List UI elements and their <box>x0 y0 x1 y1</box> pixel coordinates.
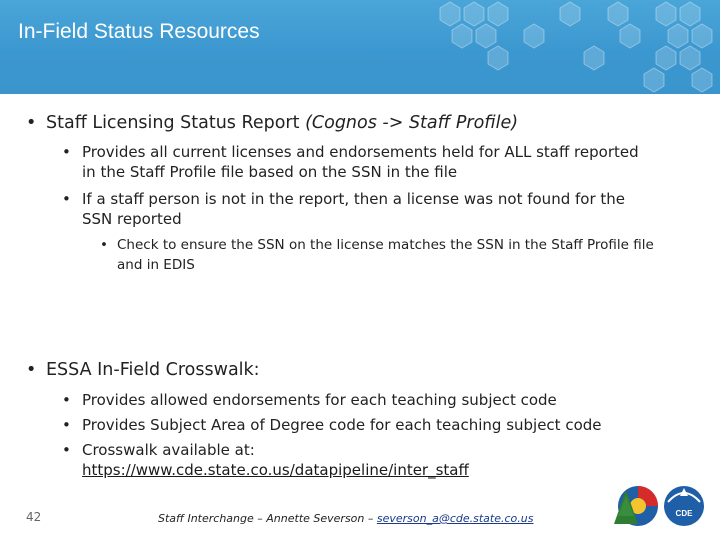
crosswalk-link-container <box>82 460 469 480</box>
section2-heading: ESSA In-Field Crosswalk: <box>46 360 260 380</box>
section1-subbullet-line2: and in EDIS <box>117 257 195 273</box>
crosswalk-link[interactable]: https://www.cde.state.co.us/datapipeline/inter_staff <box>82 461 469 479</box>
colorado-logo-icon <box>614 486 658 526</box>
section2-bullet-3: Crosswalk available at: <box>82 441 255 459</box>
section2-bullet-1: Provides allowed endorsements for each teaching subject code <box>82 391 557 409</box>
section1-heading <box>46 112 518 134</box>
section1-bullet-2-line1: If a staff person is not in the report, then a license was not found for the <box>82 190 625 208</box>
section1-bullet-1-line2: in the Staff Profile file based on the SSN in the file <box>82 163 458 181</box>
section2-bullet-2: Provides Subject Area of Degree code for each teaching subject code <box>82 416 602 434</box>
slide-title: In-Field Status Resources <box>18 20 260 43</box>
cde-logo-icon <box>664 486 704 526</box>
section1-bullet-1-line1: Provides all current licenses and endorsements held for ALL staff reported <box>82 143 639 161</box>
bullet-dot: • <box>100 237 108 253</box>
footer-email-link[interactable]: severson_a@cde.state.co.us <box>376 512 534 525</box>
bullet-dot: • <box>26 113 37 133</box>
cde-logo-text: CDE <box>675 509 693 518</box>
section1-heading-italic: (Cognos -> Staff Profile) <box>305 113 519 133</box>
bullet-dot: • <box>62 441 71 459</box>
footer-logos <box>608 476 710 534</box>
bullet-dot: • <box>62 416 71 434</box>
page-number: 42 <box>26 510 42 524</box>
bullet-dot: • <box>62 190 71 208</box>
footer-text <box>158 512 533 525</box>
section1-bullet-2-line2: SSN reported <box>82 210 182 228</box>
section1-subbullet-line1: Check to ensure the SSN on the license matches the SSN in the Staff Profile file <box>117 237 654 253</box>
bullet-dot: • <box>62 143 71 161</box>
section1-heading-text: Staff Licensing Status Report <box>46 113 306 133</box>
bullet-dot: • <box>62 391 71 409</box>
bullet-dot: • <box>26 360 37 380</box>
footer-credit: Staff Interchange – Annette Severson – <box>158 512 377 525</box>
